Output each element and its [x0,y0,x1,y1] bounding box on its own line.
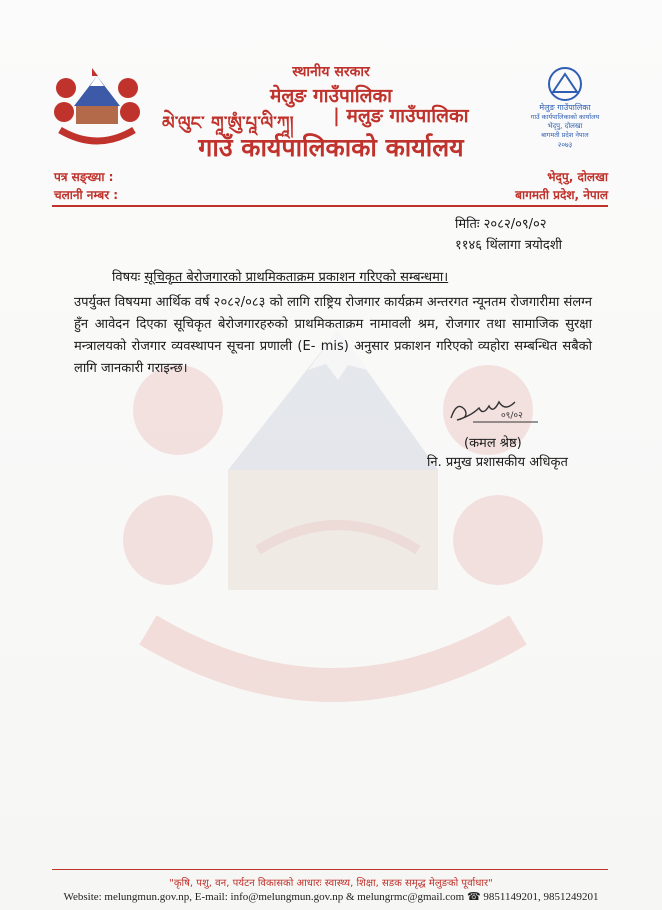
seal-line-5: २०७३ [557,141,573,149]
address-line-2: बागमती प्रदेश, नेपाल [515,188,608,202]
seal-line-1: मेलुङ गाउँपालिका [539,103,591,112]
seal-line-2: गाउँ कार्यपालिकाको कार्यालय [530,113,600,121]
signer-name: (कमल श्रेष्ठ) [464,436,522,451]
subject-line [112,267,448,285]
seal-line-3: भेद्पु, दोलखा [547,122,583,130]
footer-divider [52,869,608,870]
footer-contact: Website: melungmun.gov.np, E-mail: info@melungmun.gov.np & melungrmc@gmail.com ☎ 9851149201, 9851249201 [63,891,599,903]
letter-date: मितिः २०८२/०९/०२ [455,217,547,232]
header-divider [52,205,608,207]
municipality-name-sherpa: | मलुङ गाउँपालिका [333,105,469,127]
seal-line-4: बागमती प्रदेश नेपाल [541,131,589,139]
office-title: गाउँ कार्यपालिकाको कार्यालय [198,133,464,162]
subject-label: विषयः [112,270,141,285]
signature-icon [443,390,543,430]
subject-text: सूचिकृत बेरोजगारको प्राथमिकताक्रम प्रकाशन गरिएको सम्बन्धमा। [144,270,449,285]
address-line-1: भेद्पु, दोलखा [547,170,608,184]
dispatch-number-label: चलानी नम्बर : [54,188,119,202]
signer-title: नि. प्रमुख प्रशासकीय अधिकृत [427,455,568,470]
letter-date-alt: ११४६ थिंलागा त्रयोदशी [455,238,563,253]
municipality-name-tibetan: མེ་ལུང་ གཱ་ཨུཾ་པཱ་ལི་ཀཱ། [162,113,294,134]
signature-date: ०९/०२ [501,411,523,421]
reference-number-label: पत्र सङ्ख्या : [54,170,114,184]
municipality-name: मेलुङ गाउँपालिका [269,85,393,107]
letter-body: उपर्युक्त विषयमा आर्थिक वर्ष २०८२/०८३ को लागि राष्ट्रिय रोजगार कार्यक्रम अन्तरगत न्यूनतम रोजगारीमा संलग्न हुँन आवेदन दिएका सूचिकृत बेरोजगारहरुको प्राथमिकताक्रम नामावली श्रम, रोजगार तथा सामाजिक सुरक्षा मन्त्रालयको रोजगार व्यवस्थापन सूचना प्रणाली (E- mis) अनुसार प्रकाशन गरिएको व्यहोरा सम्बन्धित सबैको लागि जानकारी गराइन्छ। [74,295,592,376]
footer-slogan: "कृषि, पशु, वन, पर्यटन विकासको आधारः स्वास्थ्य, शिक्षा, सडक समृद्ध मेलुङको पूर्वाधार" [169,878,493,889]
local-government-heading: स्थानीय सरकार [292,64,370,80]
